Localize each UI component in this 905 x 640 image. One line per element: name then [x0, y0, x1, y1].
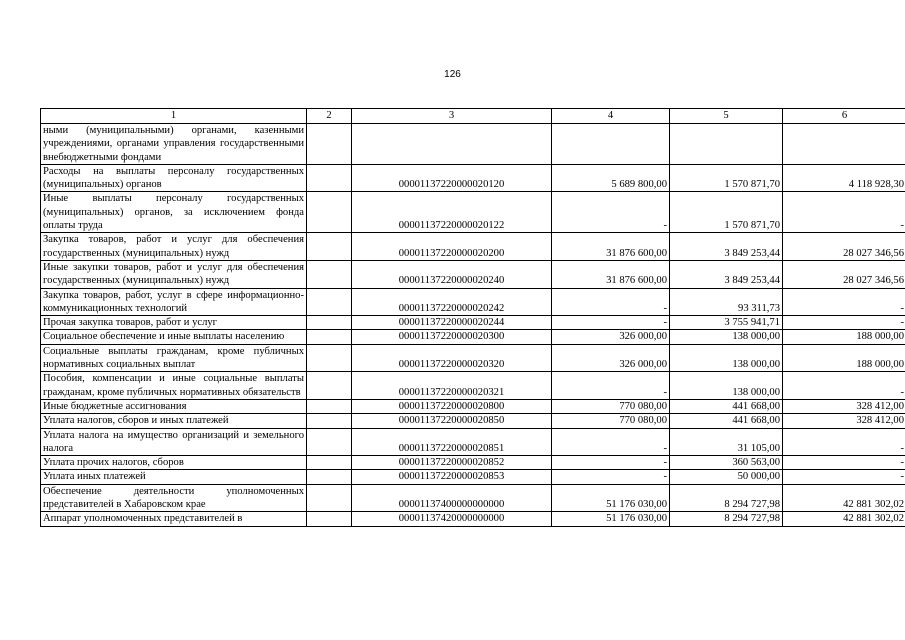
row-approved: -	[552, 192, 670, 233]
row-code: 00001137220000020851	[352, 428, 552, 456]
row-col2	[307, 456, 352, 470]
row-col2	[307, 124, 352, 165]
row-executed: 1 570 871,70	[670, 192, 783, 233]
column-header: 4	[552, 109, 670, 124]
row-code: 00001137220000020800	[352, 399, 552, 413]
budget-table	[40, 108, 905, 527]
row-code: 00001137220000020244	[352, 316, 552, 330]
table-row	[41, 414, 905, 428]
row-approved: 770 080,00	[552, 414, 670, 428]
row-description: Закупка товаров, работ, услуг в сфере информационно-коммуникационных технологий	[41, 288, 307, 316]
row-unexecuted: -	[783, 192, 905, 233]
row-unexecuted: 188 000,00	[783, 344, 905, 372]
row-col2	[307, 330, 352, 344]
row-approved: 326 000,00	[552, 330, 670, 344]
row-executed: 3 849 253,44	[670, 260, 783, 288]
table-row	[41, 316, 905, 330]
row-description: Обеспечение деятельности уполномоченных представителей в Хабаровском крае	[41, 484, 307, 512]
row-approved: -	[552, 470, 670, 484]
row-executed: 93 311,73	[670, 288, 783, 316]
row-unexecuted: -	[783, 428, 905, 456]
row-approved: -	[552, 456, 670, 470]
row-description: Расходы на выплаты персоналу государственных (муниципальных) органов	[41, 164, 307, 192]
table-row	[41, 399, 905, 413]
row-description: Уплата налогов, сборов и иных платежей	[41, 414, 307, 428]
row-executed: 50 000,00	[670, 470, 783, 484]
table-row	[41, 428, 905, 456]
table-row	[41, 330, 905, 344]
row-col2	[307, 470, 352, 484]
row-code	[352, 124, 552, 165]
row-executed: 3 849 253,44	[670, 233, 783, 261]
table-row	[41, 233, 905, 261]
row-executed: 360 563,00	[670, 456, 783, 470]
row-executed	[670, 124, 783, 165]
row-col2	[307, 260, 352, 288]
row-description: Прочая закупка товаров, работ и услуг	[41, 316, 307, 330]
row-executed: 138 000,00	[670, 344, 783, 372]
row-col2	[307, 399, 352, 413]
row-unexecuted: -	[783, 288, 905, 316]
row-description: Закупка товаров, работ и услуг для обеспечения государственных (муниципальных) нужд	[41, 233, 307, 261]
row-description: ными (муниципальными) органами, казенными учреждениями, органами управления государственными внебюджетными фондами	[41, 124, 307, 165]
row-approved: 770 080,00	[552, 399, 670, 413]
row-executed: 8 294 727,98	[670, 484, 783, 512]
table-row	[41, 484, 905, 512]
row-executed: 441 668,00	[670, 399, 783, 413]
row-approved: 31 876 600,00	[552, 260, 670, 288]
row-approved: 51 176 030,00	[552, 484, 670, 512]
row-description: Уплата иных платежей	[41, 470, 307, 484]
row-col2	[307, 192, 352, 233]
row-description: Иные бюджетные ассигнования	[41, 399, 307, 413]
row-code: 00001137220000020240	[352, 260, 552, 288]
table-row	[41, 470, 905, 484]
row-executed: 3 755 941,71	[670, 316, 783, 330]
row-executed: 441 668,00	[670, 414, 783, 428]
table-row	[41, 512, 905, 526]
table-row	[41, 288, 905, 316]
table-row	[41, 344, 905, 372]
table-row	[41, 192, 905, 233]
row-approved: -	[552, 316, 670, 330]
row-description: Иные выплаты персоналу государственных (муниципальных) органов, за исключением фонда оплаты труда	[41, 192, 307, 233]
column-header: 3	[352, 109, 552, 124]
row-unexecuted: 4 118 928,30	[783, 164, 905, 192]
column-header: 1	[41, 109, 307, 124]
row-approved: 326 000,00	[552, 344, 670, 372]
row-executed: 8 294 727,98	[670, 512, 783, 526]
row-approved: -	[552, 288, 670, 316]
row-col2	[307, 414, 352, 428]
table-row	[41, 164, 905, 192]
row-code: 00001137220000020321	[352, 372, 552, 400]
row-col2	[307, 512, 352, 526]
row-code: 00001137400000000000	[352, 484, 552, 512]
header-row	[41, 109, 905, 124]
row-approved: 31 876 600,00	[552, 233, 670, 261]
row-code: 00001137220000020120	[352, 164, 552, 192]
row-executed: 1 570 871,70	[670, 164, 783, 192]
row-unexecuted: 328 412,00	[783, 399, 905, 413]
row-col2	[307, 372, 352, 400]
row-unexecuted: -	[783, 456, 905, 470]
row-unexecuted: 42 881 302,02	[783, 512, 905, 526]
row-description: Социальные выплаты гражданам, кроме публичных нормативных социальных выплат	[41, 344, 307, 372]
row-unexecuted: 42 881 302,02	[783, 484, 905, 512]
row-executed: 138 000,00	[670, 330, 783, 344]
row-unexecuted: 28 027 346,56	[783, 233, 905, 261]
row-col2	[307, 428, 352, 456]
row-code: 00001137220000020853	[352, 470, 552, 484]
row-description: Иные закупки товаров, работ и услуг для обеспечения государственных (муниципальных) нужд	[41, 260, 307, 288]
row-executed: 31 105,00	[670, 428, 783, 456]
row-code: 00001137220000020122	[352, 192, 552, 233]
row-unexecuted: -	[783, 470, 905, 484]
row-code: 00001137420000000000	[352, 512, 552, 526]
row-code: 00001137220000020320	[352, 344, 552, 372]
row-unexecuted	[783, 124, 905, 165]
row-code: 00001137220000020300	[352, 330, 552, 344]
row-unexecuted: 188 000,00	[783, 330, 905, 344]
row-description: Пособия, компенсации и иные социальные выплаты гражданам, кроме публичных нормативных обязательств	[41, 372, 307, 400]
row-col2	[307, 344, 352, 372]
column-header: 6	[783, 109, 905, 124]
table-row	[41, 260, 905, 288]
row-unexecuted: -	[783, 316, 905, 330]
row-approved: -	[552, 428, 670, 456]
row-description: Аппарат уполномоченных представителей в	[41, 512, 307, 526]
table-row	[41, 124, 905, 165]
row-executed: 138 000,00	[670, 372, 783, 400]
row-col2	[307, 316, 352, 330]
row-approved: 51 176 030,00	[552, 512, 670, 526]
row-code: 00001137220000020200	[352, 233, 552, 261]
column-header: 2	[307, 109, 352, 124]
row-code: 00001137220000020242	[352, 288, 552, 316]
row-approved: 5 689 800,00	[552, 164, 670, 192]
row-col2	[307, 164, 352, 192]
row-unexecuted: -	[783, 372, 905, 400]
row-unexecuted: 328 412,00	[783, 414, 905, 428]
row-description: Уплата налога на имущество организаций и земельного налога	[41, 428, 307, 456]
page-number: 126	[444, 69, 461, 80]
row-col2	[307, 484, 352, 512]
row-col2	[307, 233, 352, 261]
table-row	[41, 456, 905, 470]
row-unexecuted: 28 027 346,56	[783, 260, 905, 288]
row-approved: -	[552, 372, 670, 400]
row-approved	[552, 124, 670, 165]
row-description: Социальное обеспечение и иные выплаты населению	[41, 330, 307, 344]
row-code: 00001137220000020852	[352, 456, 552, 470]
table-row	[41, 372, 905, 400]
row-col2	[307, 288, 352, 316]
row-code: 00001137220000020850	[352, 414, 552, 428]
column-header: 5	[670, 109, 783, 124]
row-description: Уплата прочих налогов, сборов	[41, 456, 307, 470]
